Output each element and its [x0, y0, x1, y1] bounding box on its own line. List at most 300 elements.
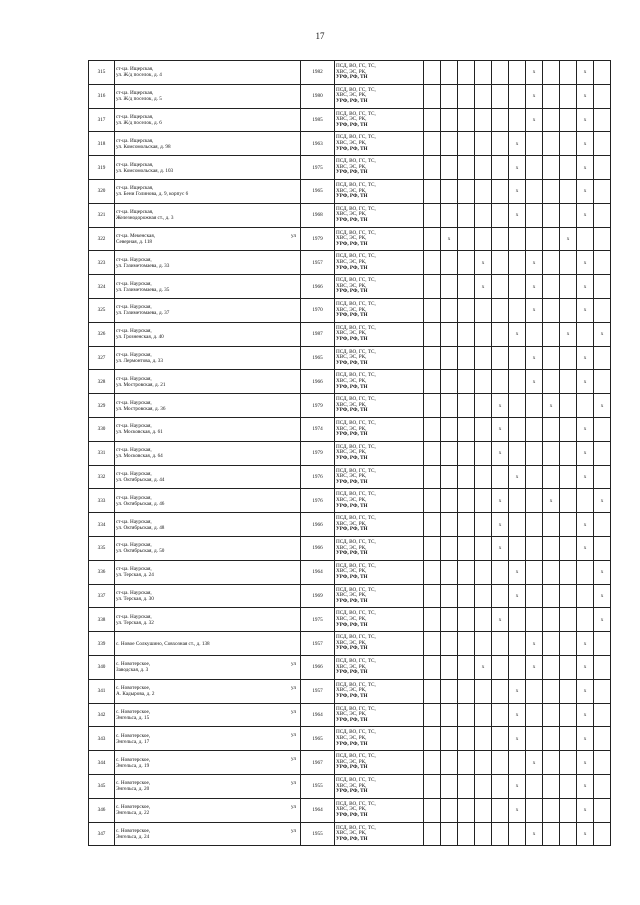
mark-cell: [594, 84, 611, 108]
mark-cell: [560, 61, 577, 85]
mark-cell: [475, 179, 492, 203]
table-row: [89, 417, 611, 441]
address-line-2: ул. Терская, д. 30: [116, 595, 154, 602]
table-row: [89, 536, 611, 560]
address-line-2: ул. Мостровская, д. 36: [116, 405, 166, 412]
mark-cell: [560, 727, 577, 751]
works-line: УРФ, РФ, ТН: [336, 811, 368, 818]
x-mark: x: [498, 450, 502, 457]
address-line-1: ст-ца. Наурская,: [116, 423, 152, 430]
mark-cell: [543, 727, 560, 751]
x-mark: x: [498, 402, 502, 409]
mark-cell: [475, 632, 492, 656]
x-mark: x: [583, 688, 587, 695]
mark-cell: [458, 441, 475, 465]
address-cell: [115, 298, 301, 322]
mark-cell: [526, 489, 543, 513]
mark-cell: [424, 774, 441, 798]
address-line-2: ул. Комсомольская, д. 103: [116, 167, 174, 174]
mark-cell: [560, 108, 577, 132]
mark-cell: [441, 132, 458, 156]
mark-cell: [509, 84, 526, 108]
x-mark: x: [583, 473, 587, 480]
works-line: ХВС, ЭС, РК,: [336, 592, 367, 599]
year-built: 1974: [301, 417, 335, 441]
x-mark: x: [583, 426, 587, 433]
works-line: ПСД, ВО, ГС, ТС,: [336, 657, 376, 664]
mark-cell: [594, 608, 611, 632]
mark-cell: [458, 632, 475, 656]
works-line: ПСД, ВО, ГС, ТС,: [336, 324, 376, 331]
mark-cell: [509, 703, 526, 727]
year-built: 1979: [301, 227, 335, 251]
mark-cell: [594, 655, 611, 679]
mark-cell: [543, 298, 560, 322]
mark-cell: [594, 536, 611, 560]
address-line-1: ст-ца. Мекенская,: [116, 232, 156, 239]
mark-cell: [492, 298, 509, 322]
mark-cell: [492, 608, 509, 632]
mark-cell: [475, 441, 492, 465]
mark-cell: [424, 156, 441, 180]
mark-cell: [475, 798, 492, 822]
x-mark: x: [600, 616, 604, 623]
works-list: [335, 608, 424, 632]
address-line-2: ул. Лермонтова, д. 33: [116, 357, 163, 364]
mark-cell: [526, 298, 543, 322]
address-cell: [115, 346, 301, 370]
mark-cell: [594, 703, 611, 727]
works-line: ХВС, ЭС, РК,: [336, 782, 367, 789]
mark-cell: [424, 179, 441, 203]
works-line: УРФ, РФ, ТН: [336, 526, 368, 533]
address-cell: [115, 632, 301, 656]
works-line: ХВС, ЭС, РК,: [336, 235, 367, 242]
mark-cell: [492, 703, 509, 727]
mark-cell: [526, 61, 543, 85]
x-mark: x: [532, 830, 536, 837]
mark-cell: [475, 822, 492, 846]
address-line-2: Железнодорожная ст., д. 3: [116, 215, 174, 222]
year-built: 1965: [301, 727, 335, 751]
address-line-1: ст-ца. Наурская,: [116, 518, 152, 525]
mark-cell: [526, 703, 543, 727]
mark-cell: [594, 179, 611, 203]
mark-cell: [526, 322, 543, 346]
x-mark: x: [515, 688, 519, 695]
mark-cell: [424, 703, 441, 727]
address-line-2: ул. Бени Голинова, д. 9, корпус 6: [116, 191, 189, 198]
address-cell: [115, 608, 301, 632]
row-number: 316: [89, 84, 115, 108]
works-list: [335, 727, 424, 751]
mark-cell: [577, 84, 594, 108]
mark-cell: [458, 156, 475, 180]
mark-cell: [424, 536, 441, 560]
mark-cell: [526, 632, 543, 656]
year-built: 1964: [301, 703, 335, 727]
address-cell: [115, 108, 301, 132]
mark-cell: [509, 584, 526, 608]
row-number: 327: [89, 346, 115, 370]
mark-cell: [577, 322, 594, 346]
mark-cell: [594, 251, 611, 275]
x-mark: x: [532, 116, 536, 123]
mark-cell: [526, 227, 543, 251]
address-line-2: ул. Комсомольская, д. 98: [116, 143, 171, 150]
works-list: [335, 108, 424, 132]
mark-cell: [577, 203, 594, 227]
mark-cell: [509, 370, 526, 394]
mark-cell: [594, 513, 611, 537]
mark-cell: [441, 275, 458, 299]
mark-cell: [509, 465, 526, 489]
address-line-2: ул. Октябрьская, д. 44: [116, 476, 165, 483]
x-mark: x: [498, 497, 502, 504]
address-cell: [115, 465, 301, 489]
street-abbrev: ул: [291, 684, 296, 691]
address-cell: [115, 584, 301, 608]
x-mark: x: [583, 545, 587, 552]
year-built: 1980: [301, 84, 335, 108]
year-built: 1975: [301, 608, 335, 632]
mark-cell: [509, 727, 526, 751]
address-cell: [115, 489, 301, 513]
mark-cell: [458, 774, 475, 798]
mark-cell: [458, 346, 475, 370]
mark-cell: [492, 655, 509, 679]
mark-cell: [594, 275, 611, 299]
row-number: 326: [89, 322, 115, 346]
works-list: [335, 179, 424, 203]
mark-cell: [509, 513, 526, 537]
address-line-2: ул. Грозненская, д. 40: [116, 334, 164, 341]
table-row: [89, 132, 611, 156]
mark-cell: [458, 108, 475, 132]
year-built: 1963: [301, 132, 335, 156]
address-cell: [115, 84, 301, 108]
works-line: УРФ, РФ, ТН: [336, 97, 368, 104]
table-row: [89, 275, 611, 299]
address-line-2: ул. Ж/д поселок, д. 5: [116, 96, 162, 103]
works-line: ПСД, ВО, ГС, ТС,: [336, 538, 376, 545]
mark-cell: [492, 203, 509, 227]
mark-cell: [526, 465, 543, 489]
year-built: 1964: [301, 560, 335, 584]
x-mark: x: [532, 354, 536, 361]
mark-cell: [475, 322, 492, 346]
x-mark: x: [515, 592, 519, 599]
address-cell: [115, 679, 301, 703]
mark-cell: [560, 679, 577, 703]
x-mark: x: [515, 140, 519, 147]
mark-cell: [594, 156, 611, 180]
row-number: 346: [89, 798, 115, 822]
works-line: ХВС, ЭС, РК,: [336, 306, 367, 313]
mark-cell: [543, 227, 560, 251]
mark-cell: [424, 608, 441, 632]
works-line: УРФ, РФ, ТН: [336, 835, 368, 842]
address-cell: [115, 513, 301, 537]
address-line-2: ул. Московская, д. 64: [116, 453, 163, 460]
works-line: ПСД, ВО, ГС, ТС,: [336, 348, 376, 355]
mark-cell: [543, 203, 560, 227]
mark-cell: [543, 608, 560, 632]
works-line: ПСД, ВО, ГС, ТС,: [336, 515, 376, 522]
year-built: 1957: [301, 632, 335, 656]
table-row: [89, 489, 611, 513]
mark-cell: [458, 655, 475, 679]
address-cell: [115, 156, 301, 180]
works-line: УРФ, РФ, ТН: [336, 407, 368, 414]
mark-cell: [458, 84, 475, 108]
mark-cell: [577, 822, 594, 846]
year-built: 1975: [301, 156, 335, 180]
works-line: ПСД, ВО, ГС, ТС,: [336, 86, 376, 93]
works-list: [335, 346, 424, 370]
x-mark: x: [583, 759, 587, 766]
address-cell: [115, 227, 301, 251]
mark-cell: [424, 727, 441, 751]
works-line: ПСД, ВО, ГС, ТС,: [336, 491, 376, 498]
mark-cell: [475, 751, 492, 775]
mark-cell: [424, 394, 441, 418]
works-line: ПСД, ВО, ГС, ТС,: [336, 634, 376, 641]
works-list: [335, 275, 424, 299]
mark-cell: [492, 61, 509, 85]
mark-cell: [543, 536, 560, 560]
row-number: 347: [89, 822, 115, 846]
mark-cell: [594, 417, 611, 441]
mark-cell: [526, 441, 543, 465]
x-mark: x: [515, 331, 519, 338]
address-line-1: с. Новотерское,: [116, 732, 151, 739]
mark-cell: [441, 679, 458, 703]
mark-cell: [577, 751, 594, 775]
address-line-1: с. Новотерское,: [116, 827, 151, 834]
row-number: 336: [89, 560, 115, 584]
address-line-2: Энгельса, д. 15: [116, 714, 150, 721]
works-list: [335, 774, 424, 798]
works-list: [335, 370, 424, 394]
mark-cell: [492, 798, 509, 822]
mark-cell: [458, 798, 475, 822]
table-row: [89, 394, 611, 418]
x-mark: x: [566, 331, 570, 338]
x-mark: x: [481, 259, 485, 266]
mark-cell: [509, 441, 526, 465]
mark-cell: [441, 84, 458, 108]
x-mark: x: [498, 545, 502, 552]
x-mark: x: [532, 93, 536, 100]
mark-cell: [424, 489, 441, 513]
address-cell: [115, 370, 301, 394]
mark-cell: [441, 179, 458, 203]
x-mark: x: [515, 783, 519, 790]
works-line: ХВС, ЭС, РК,: [336, 139, 367, 146]
mark-cell: [458, 370, 475, 394]
mark-cell: [475, 394, 492, 418]
mark-cell: [441, 798, 458, 822]
mark-cell: [543, 584, 560, 608]
mark-cell: [424, 370, 441, 394]
works-line: ХВС, ЭС, РК,: [336, 663, 367, 670]
mark-cell: [475, 679, 492, 703]
mark-cell: [458, 584, 475, 608]
address-cell: [115, 560, 301, 584]
works-line: ХВС, ЭС, РК,: [336, 68, 367, 75]
year-built: 1965: [301, 179, 335, 203]
mark-cell: [560, 227, 577, 251]
address-line-1: ст-ца. Ищерская,: [116, 185, 154, 192]
x-mark: x: [583, 807, 587, 814]
mark-cell: [492, 441, 509, 465]
mark-cell: [441, 774, 458, 798]
address-line-1: с. Новотерское,: [116, 708, 151, 715]
mark-cell: [526, 108, 543, 132]
mark-cell: [492, 322, 509, 346]
mark-cell: [458, 513, 475, 537]
address-line-2: Энгельса, д. 24: [116, 833, 150, 840]
address-line-1: с. Новое Солкушино, Совхозная ст., д. 138: [116, 640, 210, 647]
x-mark: x: [583, 830, 587, 837]
mark-cell: [560, 275, 577, 299]
x-mark: x: [583, 69, 587, 76]
works-line: ПСД, ВО, ГС, ТС,: [336, 443, 376, 450]
address-line-1: ст-ца. Наурская,: [116, 566, 152, 573]
works-line: ПСД, ВО, ГС, ТС,: [336, 824, 376, 831]
address-line-2: ул. Ж/д поселок, д. 4: [116, 72, 162, 79]
x-mark: x: [583, 259, 587, 266]
works-line: УРФ, РФ, ТН: [336, 312, 368, 319]
mark-cell: [424, 417, 441, 441]
works-list: [335, 536, 424, 560]
address-line-2: ул. Терская, д. 24: [116, 572, 154, 579]
works-list: [335, 394, 424, 418]
mark-cell: [543, 441, 560, 465]
mark-cell: [543, 679, 560, 703]
works-line: ПСД, ВО, ГС, ТС,: [336, 681, 376, 688]
year-built: 1966: [301, 536, 335, 560]
mark-cell: [543, 751, 560, 775]
mark-cell: [509, 417, 526, 441]
mark-cell: [441, 322, 458, 346]
address-line-2: А. Кадырова, д. 2: [116, 691, 155, 698]
mark-cell: [475, 108, 492, 132]
mark-cell: [577, 275, 594, 299]
mark-cell: [509, 751, 526, 775]
works-list: [335, 132, 424, 156]
mark-cell: [594, 560, 611, 584]
mark-cell: [543, 703, 560, 727]
x-mark: x: [583, 521, 587, 528]
mark-cell: [509, 108, 526, 132]
works-line: ХВС, ЭС, РК,: [336, 520, 367, 527]
mark-cell: [594, 61, 611, 85]
address-cell: [115, 441, 301, 465]
mark-cell: [560, 84, 577, 108]
mark-cell: [543, 322, 560, 346]
mark-cell: [577, 251, 594, 275]
row-number: 332: [89, 465, 115, 489]
mark-cell: [509, 203, 526, 227]
mark-cell: [594, 822, 611, 846]
mark-cell: [577, 179, 594, 203]
mark-cell: [560, 798, 577, 822]
mark-cell: [594, 584, 611, 608]
mark-cell: [577, 536, 594, 560]
address-line-1: с. Новотерское,: [116, 804, 151, 811]
mark-cell: [526, 251, 543, 275]
x-mark: x: [583, 164, 587, 171]
works-line: ХВС, ЭС, РК,: [336, 473, 367, 480]
x-mark: x: [532, 664, 536, 671]
mark-cell: [526, 560, 543, 584]
mark-cell: [441, 203, 458, 227]
mark-cell: [475, 608, 492, 632]
year-built: 1964: [301, 798, 335, 822]
mark-cell: [424, 441, 441, 465]
mark-cell: [577, 61, 594, 85]
mark-cell: [543, 774, 560, 798]
works-list: [335, 584, 424, 608]
address-cell: [115, 822, 301, 846]
works-list: [335, 227, 424, 251]
address-line-2: ул. Мостровская, д. 21: [116, 381, 166, 388]
mark-cell: [424, 298, 441, 322]
address-line-2: Энгельса, д. 22: [116, 810, 150, 817]
address-cell: [115, 179, 301, 203]
mark-cell: [560, 132, 577, 156]
address-line-2: ул. Октябрьская, д. 48: [116, 524, 165, 531]
mark-cell: [577, 703, 594, 727]
works-line: ПСД, ВО, ГС, ТС,: [336, 158, 376, 165]
works-line: ХВС, ЭС, РК,: [336, 425, 367, 432]
x-mark: x: [583, 378, 587, 385]
mark-cell: [543, 489, 560, 513]
works-list: [335, 441, 424, 465]
mark-cell: [594, 774, 611, 798]
table-row: [89, 655, 611, 679]
mark-cell: [458, 394, 475, 418]
mark-cell: [509, 679, 526, 703]
year-built: 1957: [301, 679, 335, 703]
mark-cell: [475, 346, 492, 370]
mark-cell: [526, 346, 543, 370]
table-row: [89, 298, 611, 322]
works-line: УРФ, РФ, ТН: [336, 478, 368, 485]
mark-cell: [475, 703, 492, 727]
address-line-2: Северная, д. 118: [116, 238, 153, 245]
mark-cell: [458, 417, 475, 441]
works-line: УРФ, РФ, ТН: [336, 502, 368, 509]
address-line-1: ст-ца. Наурская,: [116, 351, 152, 358]
table-row: [89, 822, 611, 846]
mark-cell: [441, 608, 458, 632]
mark-cell: [475, 132, 492, 156]
address-cell: [115, 727, 301, 751]
address-line-1: ст-ца. Наурская,: [116, 589, 152, 596]
x-mark: x: [583, 735, 587, 742]
mark-cell: [577, 298, 594, 322]
mark-cell: [424, 61, 441, 85]
mark-cell: [560, 298, 577, 322]
table-row: [89, 441, 611, 465]
mark-cell: [594, 370, 611, 394]
works-line: ПСД, ВО, ГС, ТС,: [336, 181, 376, 188]
mark-cell: [560, 251, 577, 275]
table-row: [89, 584, 611, 608]
